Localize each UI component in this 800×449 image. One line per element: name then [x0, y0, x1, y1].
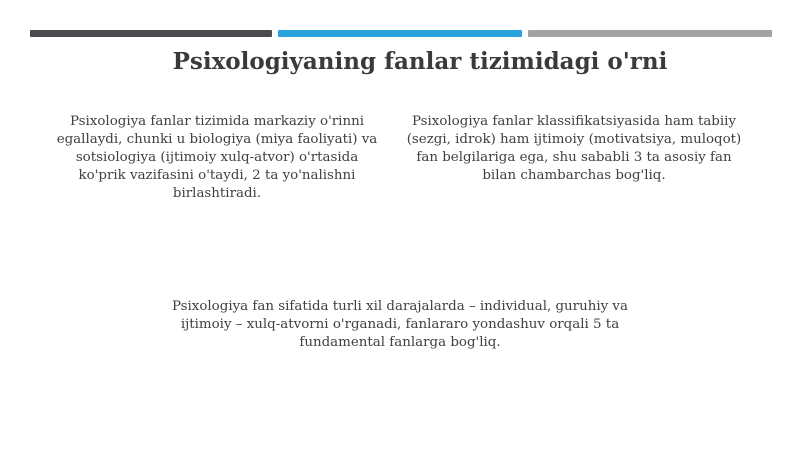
- paragraph-bottom: Psixologiya fan sifatida turli xil darajalarda – individual, guruhiy va ijtimoiy – xulq-atvorni o'rganadi, fanlararo yondashuv orqali 5 ta fundamental fanlarga bog'liq.: [171, 299, 628, 350]
- paragraph-left: Psixologiya fanlar tizimida markaziy o'rinni egallaydi, chunki u biologiya (miya faoliyati) va sotsiologiya (ijtimoiy xulq-atvor) o'rtasida ko'prik vazifasini o'taydi, 2 ta yo'nalishni birlashtiradi.: [56, 114, 378, 201]
- header-bar-blue: [278, 30, 522, 37]
- slide-title: Psixologiyaning fanlar tizimidagi o'rni: [172, 48, 668, 75]
- paragraph-right: Psixologiya fanlar klassifikatsiyasida ham tabiiy (sezgi, idrok) ham ijtimoiy (motivatsiya, muloqot) fan belgilariga ega, shu sababli 3 ta asosiy fan bilan chambarchas bog'liq.: [406, 114, 742, 183]
- header-bar-dark: [30, 30, 272, 37]
- header-bar-gray: [528, 30, 772, 37]
